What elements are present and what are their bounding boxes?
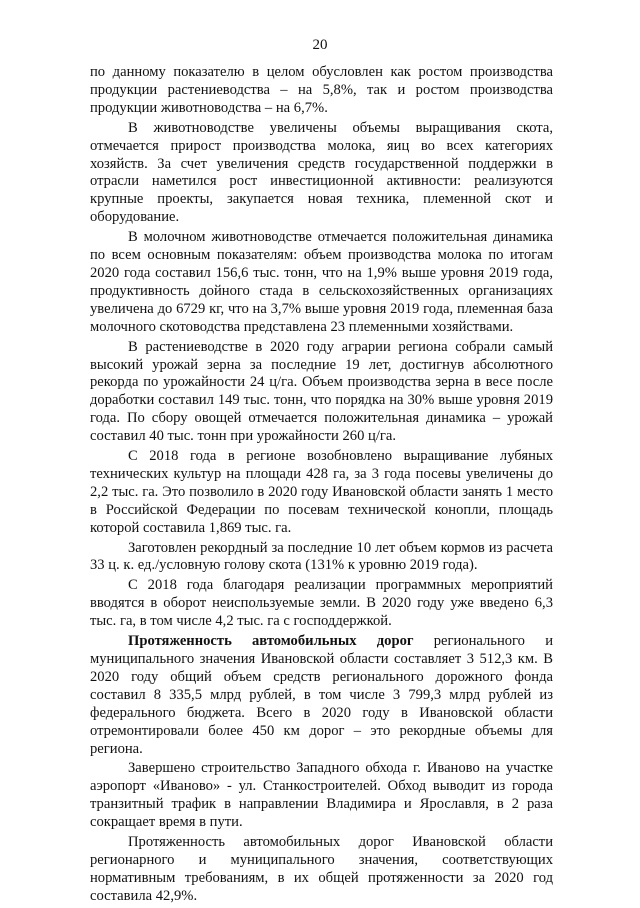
paragraph-7: С 2018 года благодаря реализации программных мероприятий вводятся в оборот неиспользуемые земли. В 2020 году уже введено 6,3 тыс. га, в том числе 4,2 тыс. га с господдержкой. <box>90 577 553 630</box>
document-body <box>90 64 553 908</box>
paragraph-10: Протяженность автомобильных дорог Ивановской области регионарного и муниципального значения, соответствующих нормативным требованиям, в их общей протяженности за 2020 год составила 42,9%. <box>90 834 553 904</box>
paragraph-9: Завершено строительство Западного обхода г. Иваново на участке аэропорт «Иваново» - ул. Станкостроителей. Обход выводит из города транзитный трафик в направлении Владимира и Ярославля, в 2 раза сокращает время в пути. <box>90 760 553 831</box>
paragraph-5: С 2018 года в регионе возобновлено выращивание лубяных технических культур на площади 428 га, за 3 года посевы увеличены до 2,2 тыс. га. Это позволило в 2020 году Ивановской области занять 1 место в Российской Федерации по посевам технической конопли, площадь которой составила 1,869 тыс. га. <box>90 448 553 536</box>
paragraph-8-text: регионального и муниципального значения Ивановской области составляет 3 512,3 км. В 2020 году общий объем средств регионального дорожного фонда составил 8 335,5 млрд рублей, в том числе 3 799,3 млрд рублей из федерального бюджета. Всего в 2020 году в Ивановской области отремонтировали более 450 км дорог – это рекордные объемы для региона. <box>90 633 554 757</box>
paragraph-3: В молочном животноводстве отмечается положительная динамика по всем основным показателям: объем производства молока по итогам 2020 года составил 156,6 тыс. тонн, что на 1,9% выше уровня 2019 года, продуктивность дойного стада в сельскохозяйственных организациях увеличена до 6729 кг, что на 3,7% выше уровня 2019 года, племенная база молочного скотоводства представлена 23 племенными хозяйствами. <box>90 229 553 335</box>
paragraph-8 <box>90 633 553 758</box>
paragraph-6: Заготовлен рекордный за последние 10 лет объем кормов из расчета 33 ц. к. ед./условную голову скота (131% к уровню 2019 года). <box>90 539 553 574</box>
paragraph-2: В животноводстве увеличены объемы выращивания скота, отмечается прирост производства молока, яиц во всех категориях хозяйств. За счет увеличения средств государственной поддержки в отрасли наметился рост инвестиционной активности: реализуются крупные проекты, закупается новая техника, племенной скот и оборудование. <box>90 119 553 226</box>
paragraph-1: по данному показателю в целом обусловлен как ростом производства продукции растениеводства – на 5,8%, так и ростом производства продукции животноводства – на 6,7%. <box>90 64 553 116</box>
page-number: 20 <box>312 37 328 53</box>
paragraph-8-bold-lead: Протяженность автомобильных дорог <box>128 633 414 650</box>
paragraph-4: В растениеводстве в 2020 году аграрии региона собрали самый высокий урожай зерна за последние 19 лет, достигнув абсолютного рекорда по урожайности 24 ц/га. Объем производства зерна в весе после доработки составил 149 тыс. тонн, что порядка на 30% выше уровня 2019 года. По сбору овощей отмечается положительная динамика – урожай составил 40 тыс. тонн при урожайности 260 ц/га. <box>90 338 553 445</box>
